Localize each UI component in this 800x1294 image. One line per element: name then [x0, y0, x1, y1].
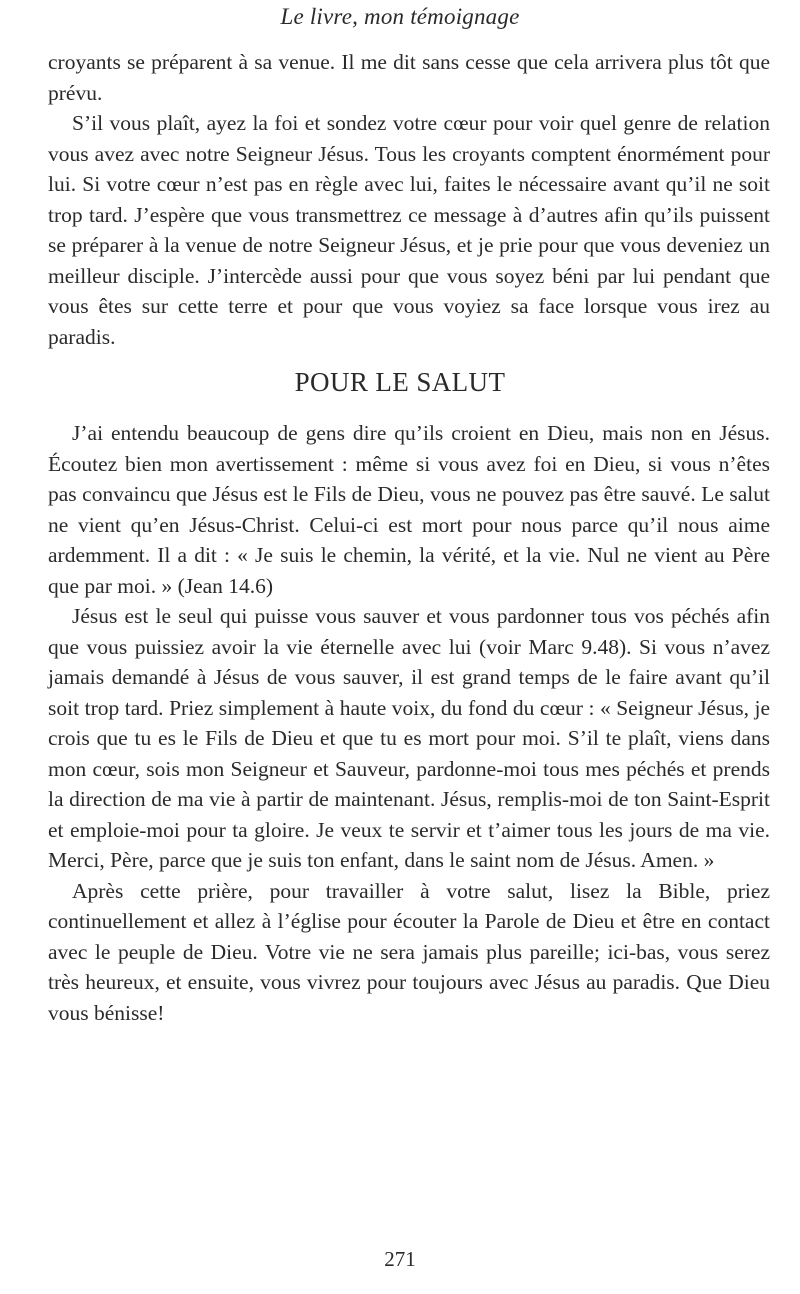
- text-block-salvation: [48, 418, 770, 1028]
- section-heading: POUR LE SALUT: [294, 367, 506, 397]
- paragraph-warning: J’ai entendu beaucoup de gens dire qu’ils croient en Dieu, mais non en Jésus. Écoutez bien mon avertissement : même si vous avez foi en Dieu, si vous n’êtes pas convaincu que Jésus est le Fils de Dieu, vous ne pouvez pas être sauvé. Le salut ne vient qu’en Jésus-Christ. Celui-ci est mort pour nous parce qu’il nous aime ardemment. Il a dit : « Je suis le chemin, la vérité, et la vie. Nul ne vient au Père que par moi. » (Jean 14.6): [48, 421, 770, 598]
- text-block-intro: [48, 47, 770, 352]
- page-number: 271: [384, 1247, 416, 1271]
- paragraph-prayer: Jésus est le seul qui puisse vous sauver et vous pardonner tous vos péchés afin que vous puissiez avoir la vie éternelle avec lui (voir Marc 9.48). Si vous n’avez jamais demandé à Jésus de vous sauver, il est grand temps de le faire avant qu’il soit trop tard. Priez simplement à haute voix, du fond du cœur : « Seigneur Jésus, je crois que tu es le Fils de Dieu et que tu es mort pour moi. S’il te plaît, viens dans mon cœur, sois mon Seigneur et Sauveur, pardonne-moi tous mes péchés et prends la direction de ma vie à partir de maintenant. Jésus, remplis-moi de ton Saint-Esprit et emploie-moi pour ta gloire. Je veux te servir et t’aimer tous les jours de ma vie. Merci, Père, parce que je suis ton enfant, dans le saint nom de Jésus. Amen. »: [48, 604, 770, 872]
- running-head: Le livre, mon témoignage: [280, 4, 520, 29]
- paragraph-exhortation: S’il vous plaît, ayez la foi et sondez votre cœur pour voir quel genre de relation vous avez avec notre Seigneur Jésus. Tous les croyants comptent énormément pour lui. Si votre cœur n’est pas en règle avec lui, faites le nécessaire avant qu’il ne soit trop tard. J’espère que vous transmettrez ce message à d’autres afin qu’ils puissent se préparer à la venue de notre Seigneur Jésus, et je prie pour que vous deveniez un meilleur disciple. J’intercède aussi pour que vous soyez béni par lui pendant que vous êtes sur cette terre et pour que vous voyiez sa face lorsque vous irez au paradis.: [48, 111, 770, 349]
- paragraph-closing: Après cette prière, pour travailler à votre salut, lisez la Bible, priez continuellement et allez à l’église pour écouter la Parole de Dieu et être en contact avec le peuple de Dieu. Votre vie ne sera jamais plus pareille; ici-bas, vous serez très heureux, et ensuite, vous vivrez pour toujours avec Jésus au paradis. Que Dieu vous bénisse!: [48, 878, 770, 1025]
- paragraph-continuation: croyants se préparent à sa venue. Il me dit sans cesse que cela arrivera plus tôt que prévu.: [48, 50, 770, 105]
